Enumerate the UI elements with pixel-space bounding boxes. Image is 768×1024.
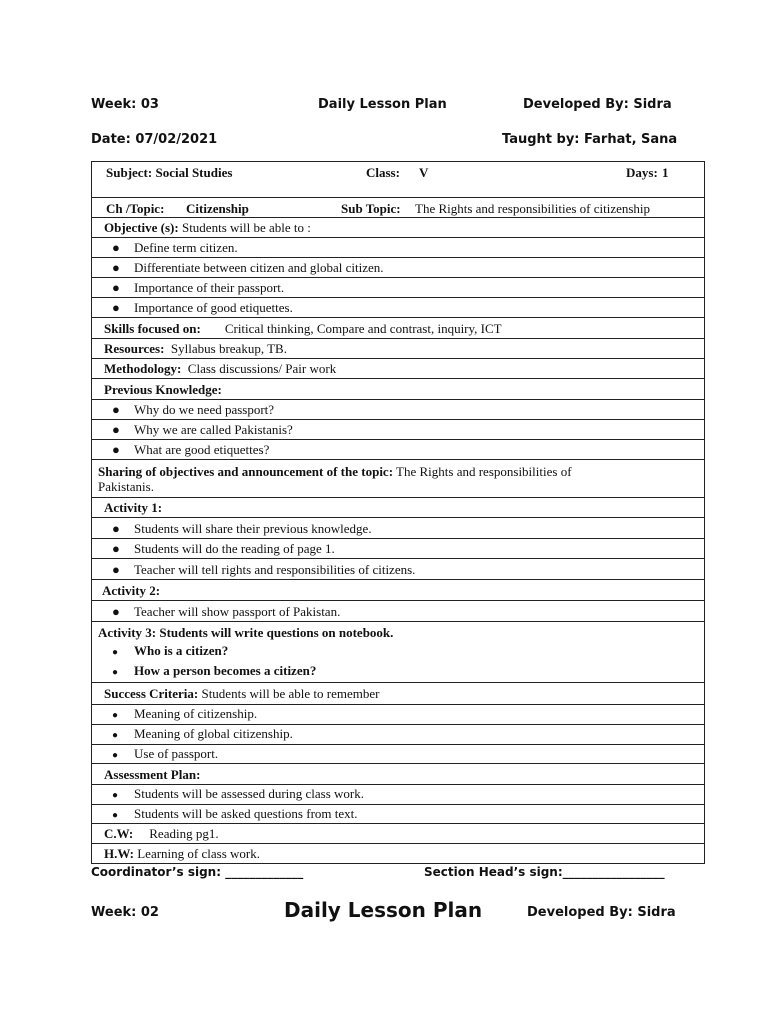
sharing-value-continued: Pakistanis. <box>98 478 154 494</box>
previous-item: Why we are called Pakistanis? <box>134 422 293 437</box>
activity3-label: Activity 3: Students will write questions on notebook. <box>98 625 394 640</box>
success-criteria-label: Success Criteria: <box>104 686 199 701</box>
subject-label: Subject: Social Studies <box>106 165 233 180</box>
assessment-item: Students will be asked questions from text. <box>134 805 358 821</box>
previous-item: What are good etiquettes? <box>134 442 270 457</box>
previous-knowledge-label: Previous Knowledge: <box>104 381 222 397</box>
bullet-icon: ● <box>112 667 119 678</box>
developed-by: Developed By: Sidra <box>523 97 672 112</box>
success-item: Use of passport. <box>134 745 219 761</box>
bullet-icon: ● <box>112 300 120 315</box>
lesson-plan-table <box>91 161 705 864</box>
bullet-icon: ● <box>112 280 120 295</box>
bullet-icon: ● <box>112 647 119 658</box>
activity3-item: Who is a citizen? <box>134 643 229 658</box>
coordinator-sign: Coordinator’s sign: _____________ <box>91 865 304 879</box>
topic-row <box>92 198 705 218</box>
activity1-item: Students will do the reading of page 1. <box>134 541 335 556</box>
taught-by: Taught by: Farhat, Sana <box>502 132 678 147</box>
objective-item: Differentiate between citizen and global citizen. <box>134 260 384 275</box>
bullet-icon: ● <box>112 541 120 556</box>
bullet-icon: ● <box>112 422 120 437</box>
hw-label: H.W: <box>104 846 134 861</box>
activity3-row <box>92 622 705 683</box>
date-label: Date: 07/02/2021 <box>91 132 218 147</box>
topic-value: Citizenship <box>186 201 249 216</box>
class-value: V <box>419 165 429 180</box>
class-label: Class: <box>366 165 400 180</box>
topic-label: Ch /Topic: <box>106 201 165 216</box>
hw-value: Learning of class work. <box>137 846 260 861</box>
subtopic-value: The Rights and responsibilities of citizenship <box>415 201 651 216</box>
resources-label: Resources: <box>104 341 165 356</box>
sharing-label: Sharing of objectives and announcement of the topic: <box>98 463 394 479</box>
activity1-label: Activity 1: <box>104 500 163 515</box>
objective-item: Importance of good etiquettes. <box>134 300 293 315</box>
objective-value: Students will be able to : <box>181 220 311 235</box>
bullet-icon: ● <box>112 561 120 577</box>
activity1-item: Teacher will tell rights and responsibilities of citizens. <box>134 561 416 577</box>
page-title: Daily Lesson Plan <box>318 97 447 112</box>
skills-value: Critical thinking, Compare and contrast, inquiry, ICT <box>224 320 502 336</box>
bullet-icon: ● <box>112 790 119 801</box>
bullet-icon: ● <box>112 520 120 536</box>
bullet-icon: ● <box>112 442 120 457</box>
bullet-icon: ● <box>112 402 120 417</box>
methodology-label: Methodology: <box>104 361 182 376</box>
success-item: Meaning of global citizenship. <box>134 726 293 741</box>
methodology-value: Class discussions/ Pair work <box>187 361 337 376</box>
sharing-value: The Rights and responsibilities of <box>396 463 572 479</box>
bullet-icon: ● <box>112 240 120 255</box>
previous-item: Why do we need passport? <box>134 402 275 417</box>
bullet-icon: ● <box>112 260 120 275</box>
next-developed-by: Developed By: Sidra <box>527 905 676 920</box>
objective-item: Importance of their passport. <box>134 280 285 295</box>
success-item: Meaning of citizenship. <box>134 706 258 721</box>
subject-row <box>92 162 705 198</box>
bullet-icon: ● <box>112 809 119 821</box>
days-value: 1 <box>662 165 669 180</box>
activity1-item: Students will share their previous knowledge. <box>134 520 372 536</box>
skills-label: Skills focused on: <box>104 320 201 336</box>
activity2-item: Teacher will show passport of Pakistan. <box>134 603 341 619</box>
success-criteria-value: Students will be able to remember <box>201 686 380 701</box>
days-label: Days: <box>626 165 658 180</box>
bullet-icon: ● <box>112 603 120 619</box>
bullet-icon: ● <box>112 730 119 741</box>
bullet-icon: ● <box>112 710 119 721</box>
week-label: Week: 03 <box>91 97 159 112</box>
cw-label: C.W: <box>104 826 134 841</box>
assessment-label: Assessment Plan: <box>104 766 201 782</box>
resources-value: Syllabus breakup, TB. <box>170 341 287 356</box>
activity3-item: How a person becomes a citizen? <box>134 663 317 678</box>
next-week-label: Week: 02 <box>91 905 159 920</box>
next-page-title: Daily Lesson Plan <box>284 898 483 922</box>
cw-value: Reading pg1. <box>149 826 219 841</box>
activity2-label: Activity 2: <box>102 582 161 598</box>
objective-item: Define term citizen. <box>134 240 238 255</box>
section-head-sign: Section Head’s sign:_________________ <box>424 865 665 879</box>
subtopic-label: Sub Topic: <box>341 201 401 216</box>
objective-label: Objective (s): <box>104 220 179 235</box>
bullet-icon: ● <box>112 749 119 761</box>
assessment-item: Students will be assessed during class work. <box>134 786 365 801</box>
